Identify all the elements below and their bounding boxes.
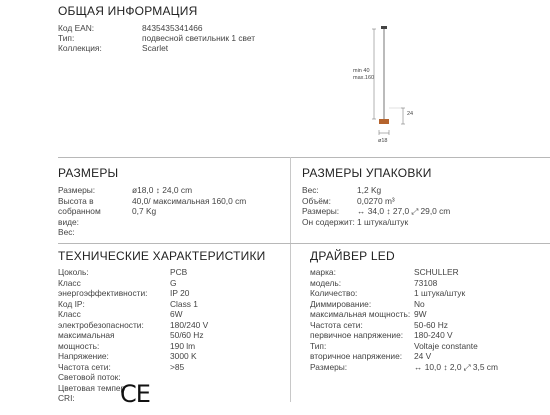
length-label-min: min 40 bbox=[353, 68, 370, 74]
field-label: Частота сети: bbox=[58, 361, 111, 372]
field-label: Тип: bbox=[310, 340, 327, 351]
field-value: 9W bbox=[414, 309, 427, 319]
field-value: ø18,0 ↕ 24,0 cm bbox=[132, 185, 193, 195]
field-label: Вес: bbox=[302, 185, 319, 195]
field-value: 1 штука/штук bbox=[414, 288, 466, 298]
field-value: Scarlet bbox=[142, 43, 169, 53]
field-label: Вес: bbox=[58, 227, 75, 237]
field-label: Частота сети: bbox=[310, 319, 363, 330]
field-value: 180/240 V bbox=[170, 319, 209, 330]
field-label: Тип: bbox=[58, 33, 75, 43]
field-value: 73108 bbox=[414, 277, 438, 288]
field-value: Class 1 bbox=[170, 298, 198, 309]
field-label: Размеры: bbox=[302, 206, 340, 216]
field-value: 3000 K bbox=[170, 351, 197, 361]
field-value: 1,2 Kg bbox=[357, 185, 382, 195]
field-label: Размеры: bbox=[310, 361, 348, 372]
field-label: максимальная мощность: bbox=[310, 309, 411, 319]
pendant-lamp-drawing bbox=[345, 20, 425, 150]
field-label: Объём: bbox=[302, 195, 332, 206]
diameter-label: ø18 bbox=[378, 138, 388, 144]
field-value: >85 bbox=[170, 361, 185, 372]
section-divider bbox=[58, 157, 550, 158]
field-label: Код IP: bbox=[58, 298, 85, 309]
field-value: Voltaje constante bbox=[414, 340, 478, 351]
field-value: подвесной светильник 1 свет bbox=[142, 33, 256, 43]
field-label: CRI: bbox=[58, 393, 75, 403]
field-value: SCHULLER bbox=[414, 267, 459, 277]
field-label: Высота в bbox=[58, 195, 94, 206]
field-label: Количество: bbox=[310, 288, 358, 298]
product-drawing bbox=[345, 20, 425, 150]
field-value: No bbox=[414, 298, 425, 309]
field-label: Коллекция: bbox=[58, 43, 102, 53]
packaging-table bbox=[302, 185, 542, 230]
field-value: 24 V bbox=[414, 351, 432, 361]
field-value: 0,7 Kg bbox=[132, 206, 157, 216]
driver-table bbox=[310, 267, 545, 377]
dimensions-title: РАЗМЕРЫ bbox=[58, 166, 119, 180]
field-value: 180-240 V bbox=[414, 330, 453, 340]
field-label: Класс bbox=[58, 309, 81, 319]
field-value: 6W bbox=[170, 309, 183, 319]
field-value: ↔ 10,0 ↕ 2,0 ⤢ 3,5 cm bbox=[414, 361, 498, 372]
ce-mark-icon: CE bbox=[120, 380, 150, 408]
field-value: 50-60 Hz bbox=[414, 319, 448, 330]
field-label: Цоколь: bbox=[58, 267, 89, 277]
field-value: PCB bbox=[170, 267, 188, 277]
packaging-title: РАЗМЕРЫ УПАКОВКИ bbox=[302, 166, 432, 180]
field-label: мощность: bbox=[58, 340, 100, 351]
technical-table bbox=[58, 267, 288, 407]
lamp-body-icon bbox=[379, 119, 389, 124]
field-value: 0,0270 m³ bbox=[357, 195, 395, 206]
dimensions-table bbox=[58, 185, 283, 240]
field-label: Код EAN: bbox=[58, 23, 95, 33]
driver-title: ДРАЙВЕР LED bbox=[310, 249, 395, 263]
field-value: 50/60 Hz bbox=[170, 330, 204, 340]
field-value: G bbox=[170, 277, 177, 288]
field-label: электробезопасности: bbox=[58, 319, 144, 330]
field-value: IP 20 bbox=[170, 288, 190, 298]
field-label: модель: bbox=[310, 277, 342, 288]
field-label: Напряжение: bbox=[58, 351, 109, 361]
field-value: ↔ 34,0 ↕ 27,0 ⤢ 29,0 cm bbox=[357, 206, 451, 216]
column-divider bbox=[290, 157, 291, 402]
field-label: максимальная bbox=[58, 330, 115, 340]
field-value: 40,0/ максимальная 160,0 cm bbox=[132, 195, 247, 206]
field-label: Световой поток: bbox=[58, 372, 121, 382]
field-value: 8435435341466 bbox=[142, 23, 203, 33]
field-value: 1 штука/штук bbox=[357, 216, 409, 227]
field-label: собранном bbox=[58, 206, 101, 216]
ceiling-canopy-icon bbox=[381, 26, 387, 29]
general-info-table bbox=[58, 23, 318, 63]
section-divider bbox=[58, 243, 550, 244]
field-label: Класс bbox=[58, 277, 81, 288]
field-value: 190 lm bbox=[170, 340, 196, 351]
height-label: 24 bbox=[407, 111, 414, 117]
field-label: виде: bbox=[58, 216, 79, 227]
field-label: Цветовая темпер bbox=[58, 382, 126, 393]
general-info-title: ОБЩАЯ ИНФОРМАЦИЯ bbox=[58, 4, 198, 18]
field-label: Размеры: bbox=[58, 185, 96, 195]
technical-title: ТЕХНИЧЕСКИЕ ХАРАКТЕРИСТИКИ bbox=[58, 249, 266, 263]
field-label: энергоэффективности: bbox=[58, 288, 148, 298]
field-label: вторичное напряжение: bbox=[310, 351, 403, 361]
field-label: первичное напряжение: bbox=[310, 330, 404, 340]
field-label: марка: bbox=[310, 267, 336, 277]
length-label-max: max.160 bbox=[353, 75, 375, 81]
field-label: Диммирование: bbox=[310, 298, 372, 309]
field-label: Он содержит: bbox=[302, 216, 355, 227]
